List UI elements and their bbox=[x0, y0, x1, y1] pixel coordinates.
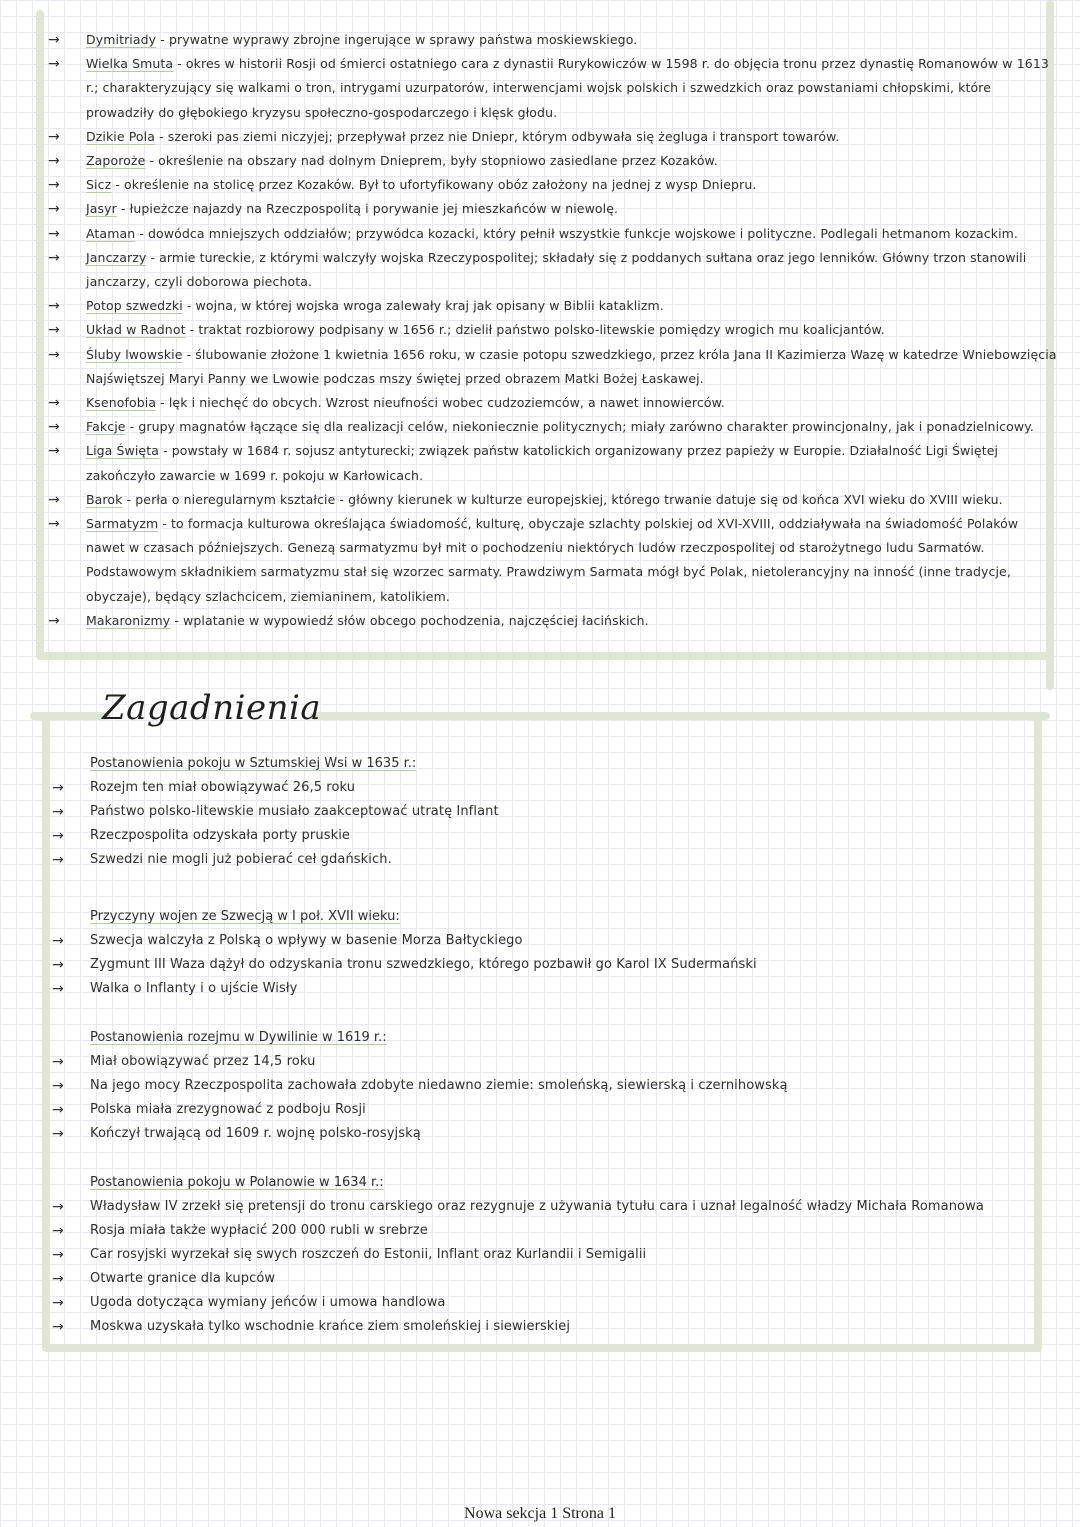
glossary-definition: - określenie na obszary nad dolnym Dnieprem, były stopniowo zasiedlane przez Kozaków. bbox=[145, 153, 718, 169]
list-item bbox=[52, 1098, 1012, 1122]
frame-top-left bbox=[36, 10, 44, 660]
frame-bottom-top-right bbox=[310, 712, 1050, 720]
glossary-definition: - grupy magnatów łączące się dla realizacji celów, niekoniecznie politycznych; miały zarówno charakter prowincjonalny, jak i ponadzielnicowy. bbox=[125, 419, 1034, 435]
glossary-definition: - perła o nieregularnym kształcie - główny kierunek w kulturze europejskiej, którego trwanie datuje się od końca XVI wieku do XVIII wieku. bbox=[122, 491, 1003, 507]
arrow-icon: → bbox=[52, 1271, 64, 1287]
section-title: Postanowienia rozejmu w Dywilinie w 1619 r.: bbox=[90, 1030, 387, 1045]
arrow-icon: → bbox=[52, 1223, 64, 1239]
list-item bbox=[52, 1291, 1012, 1315]
arrow-icon: → bbox=[52, 1102, 64, 1118]
list-item bbox=[52, 1074, 1012, 1098]
glossary-definition: - okres w historii Rosji od śmierci ostatniego cara z dynastii Rurykowiczów w 1598 r. do objęcia tronu przez dynastię Romanowów w 1613 r.; charakteryzujący się walkami o tron, intrygami uzurpatorów, interwencjami wojsk polskich i szwedzkich oraz powstaniami chłopskimi, które prowadziły do głębokiego kryzysu społeczno-gospodarczego i klęsk głodu. bbox=[86, 56, 1049, 120]
glossary-term: Janczarzy bbox=[86, 249, 147, 265]
list-item bbox=[52, 953, 1012, 977]
list-item-text: Rosja miała także wypłacić 200 000 rubli w srebrze bbox=[90, 1223, 428, 1238]
arrow-icon: → bbox=[48, 612, 60, 629]
glossary-term: Śluby lwowskie bbox=[86, 346, 183, 362]
glossary-entry bbox=[48, 318, 1058, 342]
list-item-text: Kończył trwającą od 1609 r. wojnę polsko-rosyjską bbox=[90, 1126, 421, 1141]
arrow-icon: → bbox=[52, 828, 64, 844]
list-item bbox=[52, 1243, 1012, 1267]
list-item-text: Ugoda dotycząca wymiany jeńców i umowa handlowa bbox=[90, 1295, 446, 1310]
list-item bbox=[52, 1267, 1012, 1291]
list-item bbox=[52, 1195, 1012, 1219]
list-item bbox=[52, 1122, 1012, 1146]
glossary-entry bbox=[48, 294, 1058, 318]
section-polanow bbox=[52, 1171, 1012, 1339]
arrow-icon: → bbox=[52, 1126, 64, 1142]
list-item-text: Car rosyjski wyrzekał się swych roszczeń do Estonii, Inflant oraz Kurlandii i Semigalii bbox=[90, 1247, 647, 1262]
glossary-entry bbox=[48, 222, 1058, 246]
list-item bbox=[52, 929, 1012, 953]
glossary-definition: - łupieżcze najazdy na Rzeczpospolitą i porywanie jej mieszkańców w niewolę. bbox=[116, 201, 619, 217]
list-item-text: Szwecja walczyła z Polską o wpływy w basenie Morza Bałtyckiego bbox=[90, 933, 523, 948]
glossary-definition: - prywatne wyprawy zbrojne ingerujące w sprawy państwa moskiewskiego. bbox=[156, 32, 638, 47]
glossary-term: Wielka Smuta bbox=[86, 56, 174, 72]
arrow-icon: → bbox=[52, 933, 64, 949]
glossary-definition: - to formacja kulturowa określająca świadomość, kulturę, obyczaje szlachty polskiej od XVI-XVIII, oddziaływała na świadomość Polaków nawet w czasach późniejszych. Genezą sarmatyzmu był mit o pochodzeniu niektórych ludów rzeczpospolitej od starożytnego ludu Sarmatów. Podstawowym składnikiem sarmatyzmu stał się wzorzec sarmaty. Prawdziwym Sarmata mógł być Polak, nietolerancyjny na inność (inne tradycje, obyczaje), będący szlachcicem, ziemianinem, katolikiem. bbox=[86, 516, 1019, 604]
page-footer: Nowa sekcja 1 Strona 1 bbox=[464, 1505, 616, 1522]
list-item-text: Szwedzi nie mogli już pobierać ceł gdańskich. bbox=[90, 852, 392, 867]
list-item bbox=[52, 776, 1012, 800]
glossary-definition: - szeroki pas ziemi niczyjej; przepływał przez nie Dniepr, którym odbywała się żegluga i transport towarów. bbox=[155, 128, 840, 144]
glossary-definition: - armie tureckie, z którymi walczyły wojska Rzeczypospolitej; składały się z poddanych sułtana oraz jego lenników. Główny trzon stanowili janczarzy, czyli doborowa piechota. bbox=[86, 249, 1027, 290]
glossary-entry bbox=[48, 512, 1058, 609]
section-dywilin bbox=[52, 1026, 1012, 1146]
arrow-icon: → bbox=[48, 395, 60, 412]
glossary-entry bbox=[48, 197, 1058, 221]
section-swedish-wars bbox=[52, 905, 1012, 1001]
section-title: Postanowienia pokoju w Polanowie w 1634 r.: bbox=[90, 1175, 384, 1190]
glossary-term: Dzikie Pola bbox=[86, 128, 156, 144]
list-item-text: Zygmunt III Waza dążył do odzyskania tronu szwedzkiego, którego pozbawił go Karol IX Sudermański bbox=[90, 957, 757, 972]
glossary-term: Ksenofobia bbox=[86, 395, 157, 411]
list-item-text: Władysław IV zrzekł się pretensji do tronu carskiego oraz rezygnuje z używania tytułu cara i uznał legalność władzy Michała Romanowa bbox=[90, 1199, 984, 1214]
glossary-term: Potop szwedzki bbox=[86, 298, 183, 314]
glossary-definition: - lęk i niechęć do obcych. Wzrost nieufności wobec cudzoziemców, a nawet innowierców. bbox=[156, 395, 725, 411]
glossary-definition: - dowódca mniejszych oddziałów; przywódca kozacki, który pełnił wszystkie funkcje wojskowe i polityczne. Podlegali hetmanom kozackim. bbox=[135, 225, 1018, 241]
glossary-term: Ataman bbox=[86, 225, 136, 241]
arrow-icon: → bbox=[48, 491, 60, 508]
list-item bbox=[52, 848, 1012, 872]
arrow-icon: → bbox=[52, 780, 64, 796]
glossary-term: Dymitriady bbox=[86, 32, 157, 47]
list-item-text: Rozejm ten miał obowiązywać 26,5 roku bbox=[90, 780, 356, 795]
section-title: Postanowienia pokoju w Sztumskiej Wsi w 1635 r.: bbox=[90, 756, 417, 771]
arrow-icon: → bbox=[48, 128, 60, 145]
glossary-entry bbox=[48, 149, 1058, 173]
arrow-icon: → bbox=[48, 225, 60, 242]
frame-bottom-left bbox=[42, 712, 50, 1352]
glossary-entry bbox=[48, 391, 1058, 415]
arrow-icon: → bbox=[52, 852, 64, 868]
list-item-text: Miał obowiązywać przez 14,5 roku bbox=[90, 1054, 316, 1069]
glossary-entry bbox=[48, 439, 1058, 487]
glossary-entry bbox=[48, 246, 1058, 294]
arrow-icon: → bbox=[52, 1319, 64, 1335]
arrow-icon: → bbox=[48, 153, 60, 170]
arrow-icon: → bbox=[48, 56, 60, 73]
section-sztum bbox=[52, 752, 1012, 872]
arrow-icon: → bbox=[52, 1247, 64, 1263]
glossary-definition: - wplatanie w wypowiedź słów obcego pochodzenia, najczęściej łacińskich. bbox=[170, 612, 649, 628]
arrow-icon: → bbox=[52, 981, 64, 997]
arrow-icon: → bbox=[48, 201, 60, 218]
arrow-icon: → bbox=[52, 804, 64, 820]
glossary-definition: - traktat rozbiorowy podpisany w 1656 r.; dzielił państwo polsko-litewskie pomiędzy wrogich mu koalicjantów. bbox=[185, 322, 885, 338]
arrow-icon: → bbox=[48, 249, 60, 266]
arrow-icon: → bbox=[48, 298, 60, 315]
glossary-entry bbox=[48, 488, 1058, 512]
arrow-icon: → bbox=[52, 957, 64, 973]
list-item-text: Walka o Inflanty i o ujście Wisły bbox=[90, 981, 298, 996]
list-item-text: Polska miała zrezygnować z podboju Rosji bbox=[90, 1102, 366, 1117]
glossary-term: Fakcje bbox=[86, 419, 126, 435]
arrow-icon: → bbox=[48, 346, 60, 363]
frame-bottom-bottom bbox=[42, 1344, 1042, 1352]
arrow-icon: → bbox=[48, 32, 60, 48]
glossary-entry bbox=[48, 125, 1058, 149]
list-item bbox=[52, 977, 1012, 1001]
glossary-definition: - wojna, w której wojska wroga zalewały kraj jak opisany w Biblii kataklizm. bbox=[182, 298, 664, 314]
section-title: Przyczyny wojen ze Szwecją w I poł. XVII wieku: bbox=[90, 909, 400, 924]
glossary-term: Makaronizmy bbox=[86, 612, 171, 628]
glossary-term: Sarmatyzm bbox=[86, 516, 159, 532]
arrow-icon: → bbox=[48, 443, 60, 460]
glossary-definition: - powstały w 1684 r. sojusz antyturecki; związek państw katolickich organizowany przez papieży w Europie. Działalność Ligi Świętej zakończyło zawarcie w 1699 r. pokoju w Karłowicach. bbox=[86, 443, 999, 483]
list-item bbox=[52, 1219, 1012, 1243]
frame-top-bottom bbox=[36, 652, 1054, 660]
glossary-term: Jasyr bbox=[86, 201, 117, 217]
glossary-term: Liga Święta bbox=[86, 443, 159, 459]
glossary-list bbox=[48, 28, 1058, 633]
frame-bottom-right bbox=[1034, 712, 1042, 1352]
glossary-term: Sicz bbox=[86, 177, 112, 193]
glossary-entry bbox=[48, 343, 1058, 391]
glossary-entry bbox=[48, 52, 1058, 125]
glossary-entry bbox=[48, 415, 1058, 439]
list-item-text: Na jego mocy Rzeczpospolita zachowała zdobyte niedawno ziemie: smoleńską, siewierską i czernihowską bbox=[90, 1078, 788, 1093]
list-item bbox=[52, 1315, 1012, 1339]
list-item-text: Państwo polsko-litewskie musiało zaakceptować utratę Inflant bbox=[90, 804, 499, 819]
glossary-term: Zaporoże bbox=[86, 153, 146, 169]
glossary-entry bbox=[48, 28, 1058, 52]
glossary-definition: - ślubowanie złożone 1 kwietnia 1656 roku, w czasie potopu szwedzkiego, przez króla Jana II Kazimierza Wazę w katedrze Wniebowzięcia Najświętszej Maryi Panny we Lwowie podczas mszy świętej przed obrazem Matki Bożej Łaskawej. bbox=[86, 346, 1057, 386]
list-item bbox=[52, 824, 1012, 848]
arrow-icon: → bbox=[48, 419, 60, 436]
glossary-entry bbox=[48, 173, 1058, 197]
arrow-icon: → bbox=[52, 1078, 64, 1094]
list-item bbox=[52, 800, 1012, 824]
glossary-term: Barok bbox=[86, 491, 123, 507]
list-item-text: Rzeczpospolita odzyskała porty pruskie bbox=[90, 828, 351, 843]
arrow-icon: → bbox=[48, 322, 60, 339]
list-item-text: Otwarte granice dla kupców bbox=[90, 1271, 276, 1286]
glossary-term: Układ w Radnot bbox=[86, 322, 186, 338]
list-item bbox=[52, 1050, 1012, 1074]
list-item-text: Moskwa uzyskała tylko wschodnie krańce ziem smoleńskiej i siewierskiej bbox=[90, 1319, 571, 1334]
page-heading: Zagadnienia bbox=[102, 688, 322, 728]
glossary-entry bbox=[48, 609, 1058, 633]
glossary-definition: - określenie na stolicę przez Kozaków. Był to ufortyfikowany obóz założony na jednej z wysp Dniepru. bbox=[111, 177, 757, 193]
arrow-icon: → bbox=[52, 1054, 64, 1070]
arrow-icon: → bbox=[48, 516, 60, 533]
arrow-icon: → bbox=[52, 1295, 64, 1311]
arrow-icon: → bbox=[48, 177, 60, 194]
arrow-icon: → bbox=[52, 1199, 64, 1215]
